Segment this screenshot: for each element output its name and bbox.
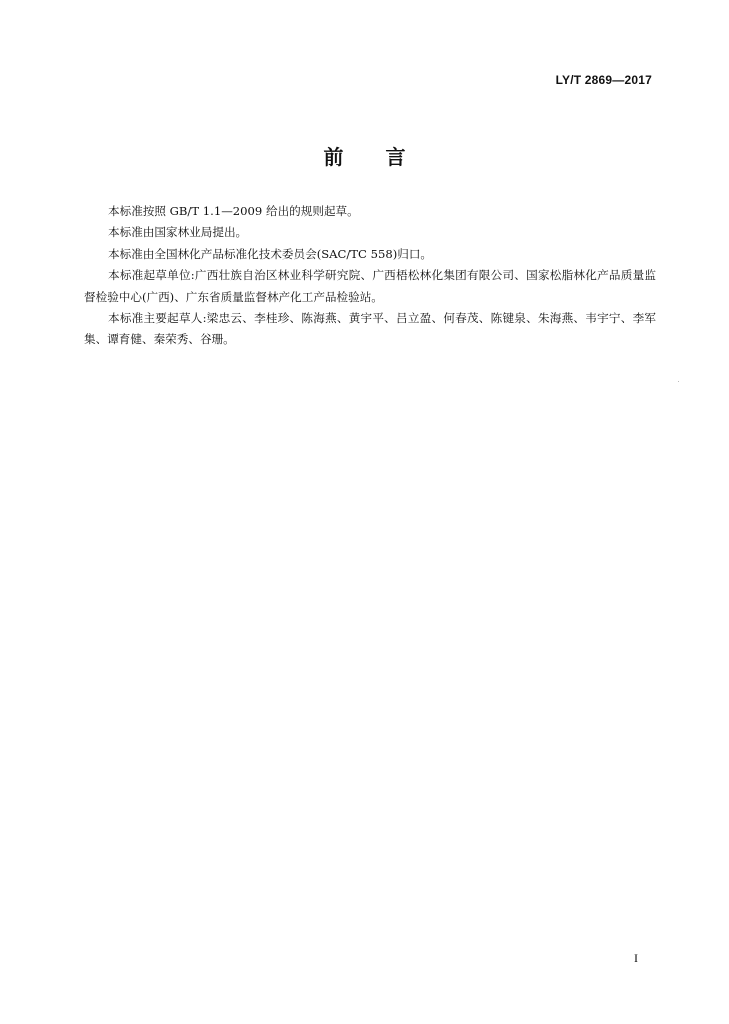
paragraph-proposer: 本标准由国家林业局提出。 (108, 225, 248, 240)
page-number: I (634, 951, 638, 965)
foreword-body (84, 201, 656, 351)
title-char-1: 前 (323, 145, 344, 169)
standard-code: LY/T 2869—2017 (555, 73, 652, 87)
title-char-2: 言 (385, 145, 406, 169)
scan-speck (678, 381, 679, 382)
paragraph-committee: 本标准由全国林化产品标准化技术委员会(SAC/TC 558)归口。 (108, 246, 433, 261)
paragraph-drafting-units: 本标准起草单位:广西壮族自治区林业科学研究院、广西梧松林化集团有限公司、国家松脂林化产品质量监督检验中心(广西)、广东省质量监督林产化工产品检验站。 (84, 268, 656, 304)
page-title (0, 141, 729, 170)
paragraph-drafting-rules: 本标准按照 GB/T 1.1—2009 给出的规则起草。 (108, 204, 359, 218)
paragraph-drafters: 本标准主要起草人:梁忠云、李桂珍、陈海燕、黄宇平、吕立盈、何春茂、陈键泉、朱海燕、韦宇宁、李军集、谭育健、秦荣秀、谷珊。 (84, 311, 656, 347)
